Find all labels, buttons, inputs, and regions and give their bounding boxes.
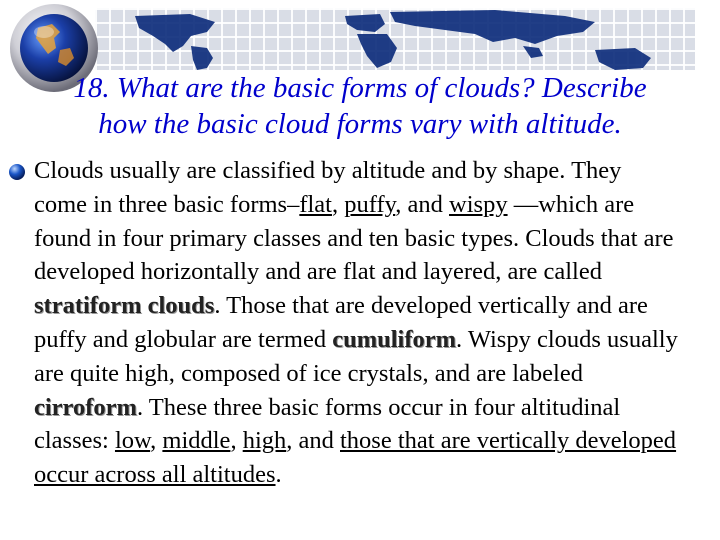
- body-paragraph: [34, 154, 679, 492]
- term-cumuliform: cumuliform: [332, 325, 457, 353]
- term-puffy: puffy: [344, 190, 396, 218]
- term-wispy: wispy: [449, 190, 508, 218]
- term-low: low: [114, 427, 151, 455]
- text-segment: , and: [395, 190, 450, 218]
- term-high: high: [242, 427, 287, 455]
- text-segment: . These three basic forms occur in four altitudinal classes:: [34, 393, 621, 455]
- term-vertically-developed: those that are vertically developed occur across all altitudes: [34, 427, 677, 489]
- text-segment: Clouds usually are classified by altitude and by shape. They come in three basic forms–: [34, 157, 622, 218]
- text-segment: . Wispy clouds usually are quite high, composed of ice crystals, and are labeled: [34, 325, 678, 387]
- term-cirroform: cirroform: [34, 393, 137, 421]
- sphere-bullet-icon: [8, 163, 26, 181]
- term-stratiform-clouds: stratiform clouds: [34, 292, 215, 320]
- title-line-2: how the basic cloud forms vary with altitude.: [98, 108, 622, 140]
- text-segment: —which are found in four primary classes and ten basic types. Clouds that are developed horizontally and are flat and layered, are called: [34, 190, 674, 286]
- term-middle: middle: [162, 427, 231, 455]
- text-segment: . Those that are developed vertically and are puffy and globular are termed: [34, 292, 648, 353]
- world-map-icon: [95, 8, 695, 70]
- text-segment: , and: [286, 427, 340, 455]
- term-flat: flat: [299, 190, 332, 218]
- text-segment: ,: [230, 427, 243, 455]
- text-segment: .: [275, 461, 282, 489]
- text-segment: ,: [331, 190, 345, 218]
- world-map-banner: [95, 8, 695, 70]
- slide-title: [10, 70, 710, 142]
- text-segment: ,: [150, 427, 163, 455]
- title-line-1: 18. What are the basic forms of clouds? Describe: [73, 72, 647, 104]
